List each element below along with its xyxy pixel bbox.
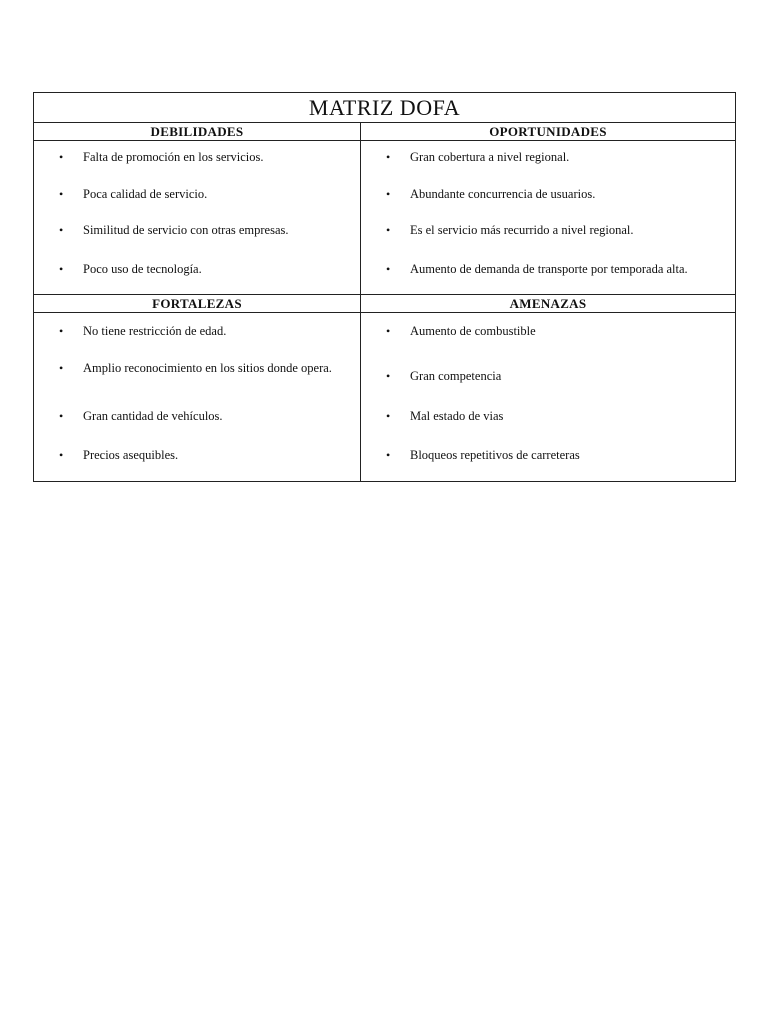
dofa-matrix-table <box>33 92 736 482</box>
list-item <box>361 186 727 202</box>
list-item-text: Precios asequibles. <box>83 448 179 462</box>
list-item <box>34 323 352 339</box>
bullet-icon: • <box>59 262 64 276</box>
bullet-icon: • <box>59 361 64 375</box>
list-item <box>34 149 352 165</box>
debilidades-cell <box>34 141 361 295</box>
list-item-text: Es el servicio más recurrido a nivel regional. <box>410 223 634 237</box>
list-item-text: Mal estado de vias <box>410 409 504 423</box>
bullet-icon: • <box>59 409 64 423</box>
list-item-text: Falta de promoción en los servicios. <box>83 150 264 164</box>
bullet-icon: • <box>59 324 64 338</box>
title-row <box>34 93 736 123</box>
list-item <box>361 149 727 165</box>
list-item <box>361 447 727 463</box>
bullet-icon: • <box>386 448 391 462</box>
oportunidades-heading: OPORTUNIDADES <box>361 123 736 141</box>
list-item-text: Gran competencia <box>410 369 502 383</box>
bullet-icon: • <box>59 448 64 462</box>
matrix-title: MATRIZ DOFA <box>34 93 736 123</box>
bullet-icon: • <box>59 150 64 164</box>
list-item-text: No tiene restricción de edad. <box>83 324 227 338</box>
bullet-icon: • <box>386 369 391 383</box>
list-item-text: Gran cantidad de vehículos. <box>83 409 223 423</box>
bullet-icon: • <box>386 187 391 201</box>
list-item <box>34 360 352 376</box>
top-body-row <box>34 141 736 295</box>
list-item <box>34 408 352 424</box>
list-item-text: Aumento de demanda de transporte por temporada alta. <box>410 262 688 276</box>
fortalezas-cell <box>34 313 361 482</box>
list-item <box>34 261 352 277</box>
list-item-text: Bloqueos repetitivos de carreteras <box>410 448 580 462</box>
bottom-body-row <box>34 313 736 482</box>
fortalezas-heading: FORTALEZAS <box>34 295 361 313</box>
amenazas-heading: AMENAZAS <box>361 295 736 313</box>
bullet-icon: • <box>386 409 391 423</box>
debilidades-list <box>34 141 360 294</box>
amenazas-list <box>361 313 735 481</box>
list-item-text: Gran cobertura a nivel regional. <box>410 150 570 164</box>
bullet-icon: • <box>59 187 64 201</box>
list-item <box>361 323 727 339</box>
list-item <box>34 447 352 463</box>
list-item <box>361 261 727 277</box>
top-heading-row <box>34 123 736 141</box>
list-item-text: Similitud de servicio con otras empresas. <box>83 223 289 237</box>
list-item-text: Poca calidad de servicio. <box>83 187 208 201</box>
bullet-icon: • <box>59 223 64 237</box>
list-item <box>34 222 352 238</box>
list-item <box>361 408 727 424</box>
list-item-text: Abundante concurrencia de usuarios. <box>410 187 596 201</box>
fortalezas-list <box>34 313 360 481</box>
list-item-text: Poco uso de tecnología. <box>83 262 202 276</box>
list-item <box>361 222 727 238</box>
debilidades-heading: DEBILIDADES <box>34 123 361 141</box>
bullet-icon: • <box>386 262 391 276</box>
list-item-text: Amplio reconocimiento en los sitios donde opera. <box>83 361 332 375</box>
list-item <box>361 368 727 384</box>
bullet-icon: • <box>386 150 391 164</box>
bullet-icon: • <box>386 324 391 338</box>
list-item-text: Aumento de combustible <box>410 324 536 338</box>
oportunidades-list <box>361 141 735 294</box>
oportunidades-cell <box>361 141 736 295</box>
bottom-heading-row <box>34 295 736 313</box>
bullet-icon: • <box>386 223 391 237</box>
list-item <box>34 186 352 202</box>
amenazas-cell <box>361 313 736 482</box>
